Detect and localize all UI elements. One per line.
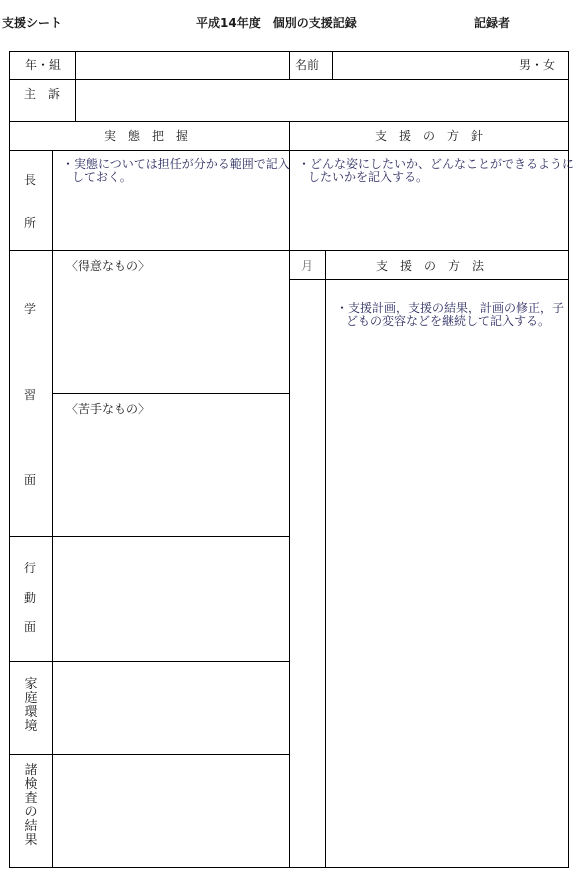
learning-label-char: 面 bbox=[24, 473, 37, 487]
sheet-title: 支援シート bbox=[2, 16, 63, 30]
column-divider bbox=[75, 51, 76, 79]
row-divider bbox=[9, 536, 289, 537]
chief-complaint-label: 主 訴 bbox=[24, 87, 61, 101]
column-divider bbox=[289, 51, 290, 79]
column-divider bbox=[332, 51, 333, 79]
year-record-title: 平成14年度 個別の支援記録 bbox=[196, 16, 357, 30]
row-divider bbox=[9, 661, 289, 662]
name-label: 名前 bbox=[295, 58, 320, 72]
column-divider bbox=[75, 79, 76, 121]
strengths-label-char: 所 bbox=[24, 216, 37, 230]
weak-at-label: 〈苦手なもの〉 bbox=[66, 402, 151, 416]
learning-label-char: 学 bbox=[24, 302, 37, 316]
row-divider bbox=[9, 754, 289, 755]
recorder-label: 記録者 bbox=[474, 16, 511, 30]
behavior-label-char: 行 bbox=[24, 561, 37, 575]
strengths-label-char: 長 bbox=[24, 173, 37, 187]
policy-header: 支援の方針 bbox=[375, 129, 496, 143]
behavior-label-char: 動 bbox=[24, 591, 37, 605]
assessment-header: 実態把握 bbox=[104, 129, 201, 143]
month-label: 月 bbox=[301, 259, 314, 273]
row-divider bbox=[52, 393, 289, 394]
row-divider bbox=[289, 279, 569, 280]
good-at-label: 〈得意なもの〉 bbox=[66, 259, 151, 273]
row-divider bbox=[9, 79, 569, 80]
strengths-note: ・実態については担任が分かる範囲で記入しておく。 bbox=[62, 157, 290, 184]
grade-class-label: 年・組 bbox=[25, 58, 62, 72]
learning-label-char: 習 bbox=[24, 388, 37, 402]
test-results-label: 諸検査の結果 bbox=[24, 763, 38, 848]
behavior-label-char: 面 bbox=[24, 620, 37, 634]
method-note: ・支援計画，支援の結果，計画の修正，子どもの変容などを継続して記入する。 bbox=[336, 301, 565, 328]
gender-options: 男・女 bbox=[519, 58, 556, 72]
month-column-divider bbox=[325, 250, 326, 868]
center-divider bbox=[289, 121, 290, 868]
method-header: 支援の方法 bbox=[376, 259, 497, 273]
label-column-divider bbox=[52, 150, 53, 868]
policy-note: ・どんな姿にしたいか、どんなことができるようにしたいかを記入する。 bbox=[298, 157, 574, 184]
family-environment-label: 家庭環境 bbox=[24, 677, 38, 734]
